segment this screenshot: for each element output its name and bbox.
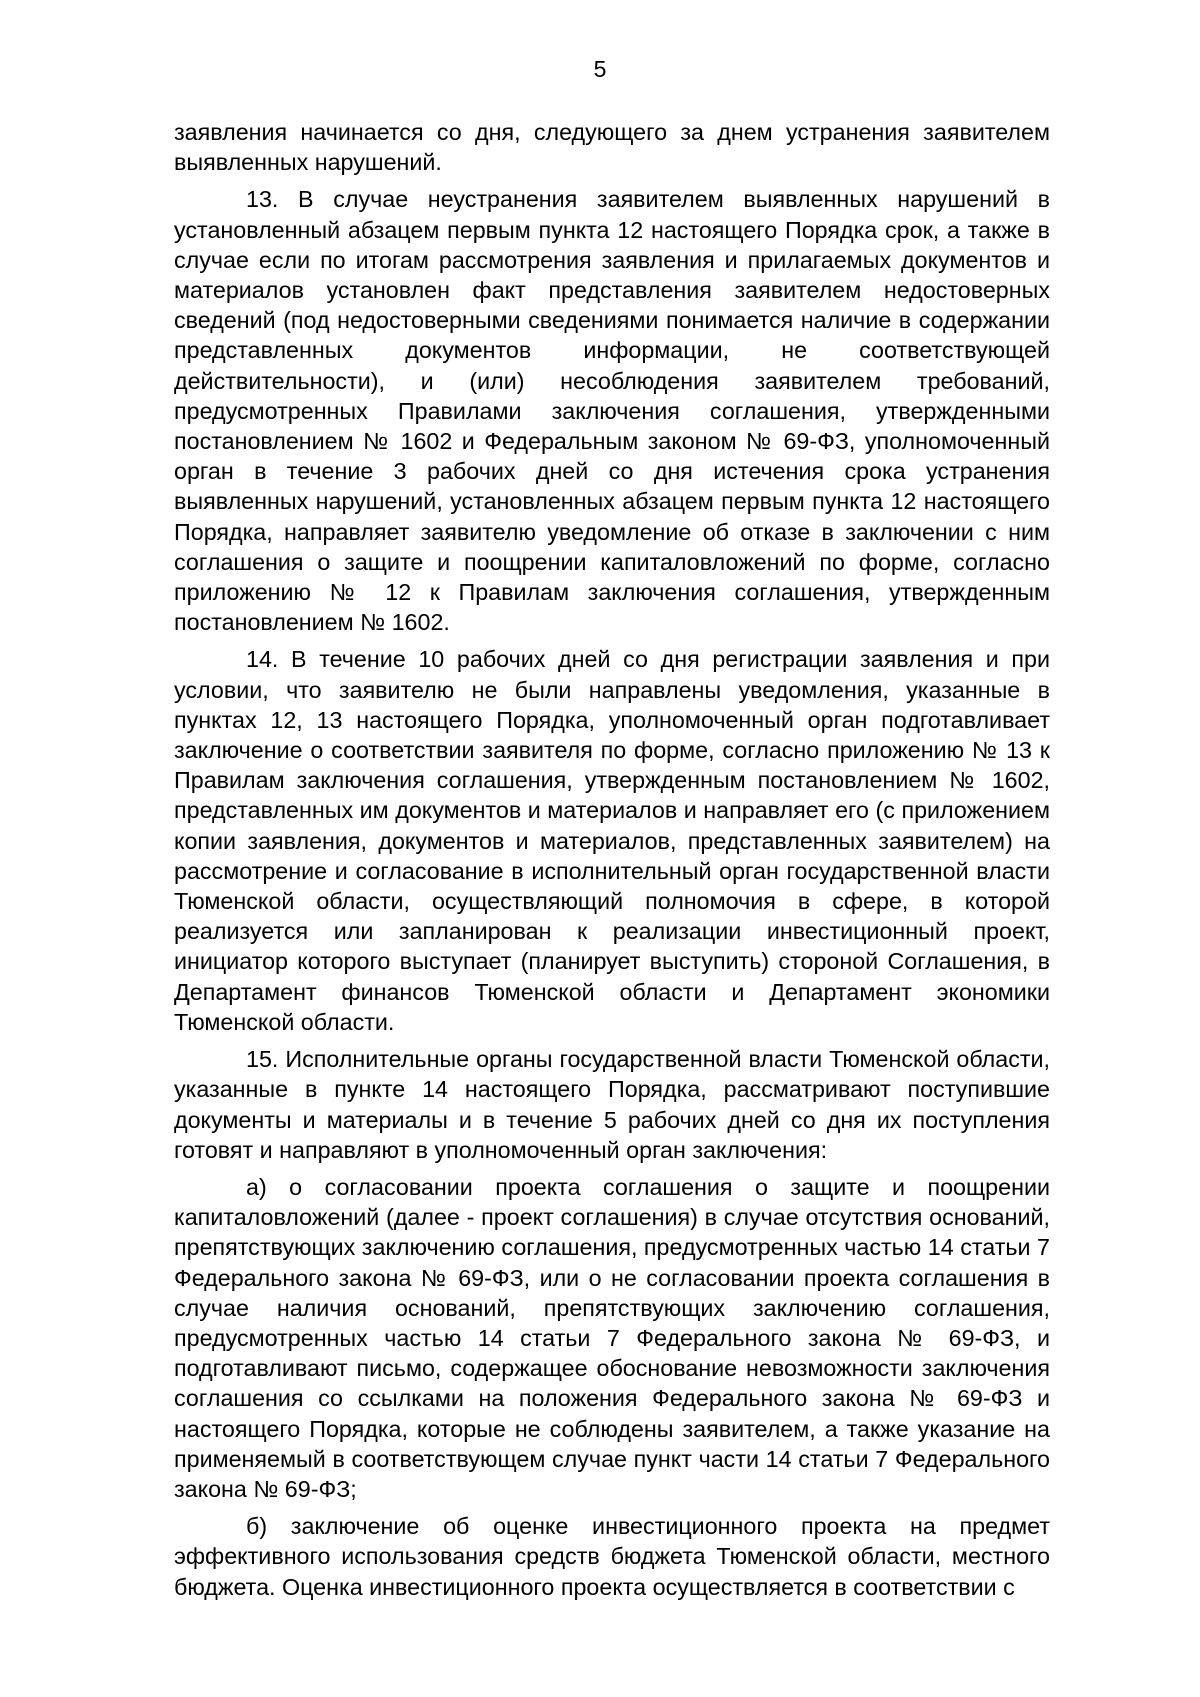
paragraph-13: 13. В случае неустранения заявителем выявленных нарушений в установленный абзацем первым пункта 12 настоящего Порядка срок, а также в случае если по итогам рассмотрения заявления и прилагаемых документов и материалов установлен факт представления заявителем недостоверных сведений (под недостоверными сведениями понимается наличие в содержании представленных документов информации, не соответствующей действительности), и (или) несоблюдения заявителем требований, предусмотренных Правилами заключения соглашения, утвержденными постановлением № 1602 и Федеральным законом № 69-ФЗ, уполномоченный орган в течение 3 рабочих дней со дня истечения срока устранения выявленных нарушений, установленных абзацем первым пункта 12 настоящего Порядка, направляет заявителю уведомление об отказе в заключении с ним соглашения о защите и поощрении капиталовложений по форме, согласно приложению № 12 к Правилам заключения соглашения, утвержденным постановлением № 1602. <box>174 186 1050 636</box>
paragraph-15-b: б) заключение об оценке инвестиционного проекта на предмет эффективного использования средств бюджета Тюменской области, местного бюджета. Оценка инвестиционного проекта осуществляется в соответствии с <box>174 1513 1050 1600</box>
page-number: 5 <box>593 56 607 82</box>
document-body <box>174 117 1050 1609</box>
paragraph-continuation: заявления начинается со дня, следующего за днем устранения заявителем выявленных нарушений. <box>174 119 1050 176</box>
paragraph-14: 14. В течение 10 рабочих дней со дня регистрации заявления и при условии, что заявителю не были направлены уведомления, указанные в пунктах 12, 13 настоящего Порядка, уполномоченный орган подготавливает заключение о соответствии заявителя по форме, согласно приложению № 13 к Правилам заключения соглашения, утвержденным постановлением № 1602, представленных им документов и материалов и направляет его (с приложением копии заявления, документов и материалов, представленных заявителем) на рассмотрение и согласование в исполнительный орган государственной власти Тюменской области, осуществляющий полномочия в сфере, в которой реализуется или запланирован к реализации инвестиционный проект, инициатор которого выступает (планирует выступить) стороной Соглашения, в Департамент финансов Тюменской области и Департамент экономики Тюменской области. <box>174 646 1050 1035</box>
paragraph-15: 15. Исполнительные органы государственной власти Тюменской области, указанные в пункте 14 настоящего Порядка, рассматривают поступившие документы и материалы и в течение 5 рабочих дней со дня их поступления готовят и направляют в уполномоченный орган заключения: <box>174 1046 1050 1163</box>
paragraph-15-a: а) о согласовании проекта соглашения о защите и поощрении капиталовложений (далее - проект соглашения) в случае отсутствия оснований, препятствующих заключению соглашения, предусмотренных частью 14 статьи 7 Федерального закона № 69-ФЗ, или о не согласовании проекта соглашения в случае наличия оснований, препятствующих заключению соглашения, предусмотренных частью 14 статьи 7 Федерального закона № 69-ФЗ, и подготавливают письмо, содержащее обоснование невозможности заключения соглашения со ссылками на положения Федерального закона № 69-ФЗ и настоящего Порядка, которые не соблюдены заявителем, а также указание на применяемый в соответствующем случае пункт части 14 статьи 7 Федерального закона № 69-ФЗ; <box>174 1173 1050 1502</box>
